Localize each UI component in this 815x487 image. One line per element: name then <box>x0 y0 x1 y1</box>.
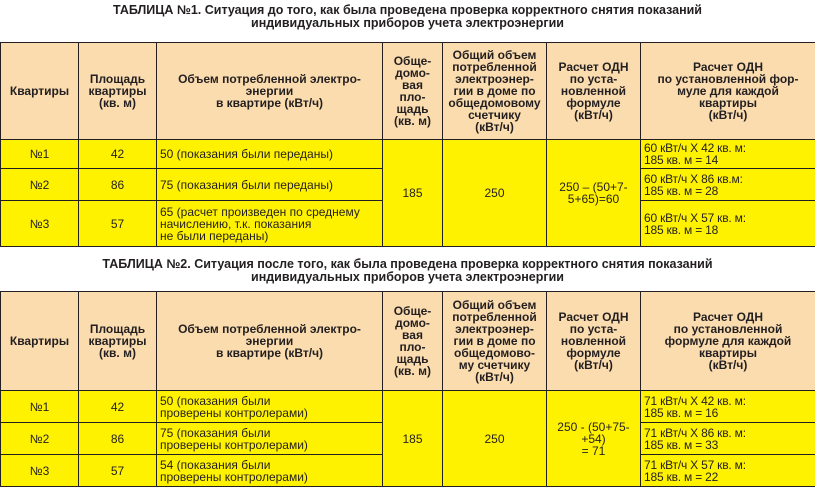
apartment-cell: №2 <box>1 169 79 201</box>
header-area: Площадь квартиры (кв. м) <box>79 43 157 140</box>
apartment-cell: №1 <box>1 140 79 169</box>
total-area-cell: 185 <box>383 391 443 487</box>
header-odn-each: Расчет ОДН по установленной формуле для каждой квартиры (кВт/ч) <box>641 292 815 391</box>
header-area: Площадь квартиры (кв. м) <box>79 292 157 391</box>
consumption-cell: 50 (показания были переданы) <box>157 140 383 169</box>
table-row <box>1 140 815 169</box>
area-cell: 57 <box>79 455 157 487</box>
header-consumption: Объем потребленной электро- энергии в квартире (кВт/ч) <box>157 292 383 391</box>
odn-each-cell: 71 кВт/ч Х 57 кв. м: 185 кв. м = 22 <box>641 455 815 487</box>
header-total-area: Обще- домо- вая пло- щадь (кв. м) <box>383 43 443 140</box>
table2-title-line2: индивидуальных приборов учета электроэнергии <box>251 270 564 284</box>
odn-calc-cell: 250 - (50+75- +54) = 71 <box>547 391 641 487</box>
consumption-cell: 75 (показания были проверены контролерами) <box>157 423 383 455</box>
odn-each-cell: 60 кВт/ч Х 57 кв. м: 185 кв. м = 18 <box>641 201 815 247</box>
header-odn-formula: Расчет ОДН по уста- новленной формуле (кВт/ч) <box>547 43 641 140</box>
area-cell: 57 <box>79 201 157 247</box>
odn-each-cell: 71 кВт/ч Х 42 кв. м: 185 кв. м = 16 <box>641 391 815 423</box>
total-consumption-cell: 250 <box>443 140 547 247</box>
consumption-cell: 65 (расчет произведен по среднему начислению, т.к. показания не были переданы) <box>157 201 383 247</box>
table2-title-line1: ТАБЛИЦА №2. Ситуация после того, как была проведена проверка корректного снятия показаний <box>102 257 713 271</box>
area-cell: 42 <box>79 391 157 423</box>
apartment-cell: №2 <box>1 423 79 455</box>
odn-each-cell: 71 кВт/ч Х 86 кв. м: 185 кв. м = 33 <box>641 423 815 455</box>
area-cell: 86 <box>79 423 157 455</box>
table1 <box>0 42 815 247</box>
header-odn-each: Расчет ОДН по установленной фор- муле для каждой квартиры (кВт/ч) <box>641 43 815 140</box>
total-consumption-cell: 250 <box>443 391 547 487</box>
apartment-cell: №3 <box>1 455 79 487</box>
header-apartments: Квартиры <box>1 43 79 140</box>
area-cell: 86 <box>79 169 157 201</box>
table1-title <box>0 4 815 30</box>
consumption-cell: 75 (показания были переданы) <box>157 169 383 201</box>
header-apartments: Квартиры <box>1 292 79 391</box>
table2-header-row <box>1 292 815 391</box>
table1-header-row <box>1 43 815 140</box>
header-total-consumption: Общий объем потребленной электроэнер- гии в доме по общедомовому счетчику (кВт/ч) <box>443 43 547 140</box>
apartment-cell: №1 <box>1 391 79 423</box>
total-area-cell: 185 <box>383 140 443 247</box>
table2 <box>0 291 815 487</box>
odn-each-cell: 60 кВт/ч Х 42 кв. м: 185 кв. м = 14 <box>641 140 815 169</box>
header-total-consumption: Общий объем потребленной электроэнер- гии в доме по общедомово- му счетчику (кВт/ч) <box>443 292 547 391</box>
apartment-cell: №3 <box>1 201 79 247</box>
odn-calc-cell: 250 – (50+7- 5+65)=60 <box>547 140 641 247</box>
area-cell: 42 <box>79 140 157 169</box>
consumption-cell: 50 (показания были проверены контролерами) <box>157 391 383 423</box>
table-row <box>1 391 815 423</box>
header-consumption: Объем потребленной электро- энергии в квартире (кВт/ч) <box>157 43 383 140</box>
header-total-area: Обще- домо- вая пло- щадь (кв. м) <box>383 292 443 391</box>
consumption-cell: 54 (показания были проверены контролерами) <box>157 455 383 487</box>
table1-title-line1: ТАБЛИЦА №1. Ситуация до того, как была проведена проверка корректного снятия показаний <box>112 3 702 17</box>
table2-title <box>0 258 815 284</box>
table1-title-line2: индивидуальных приборов учета электроэнергии <box>251 16 564 30</box>
header-odn-formula: Расчет ОДН по уста- новленной формуле (кВт/ч) <box>547 292 641 391</box>
odn-each-cell: 60 кВт/ч Х 86 кв.м: 185 кв. м = 28 <box>641 169 815 201</box>
